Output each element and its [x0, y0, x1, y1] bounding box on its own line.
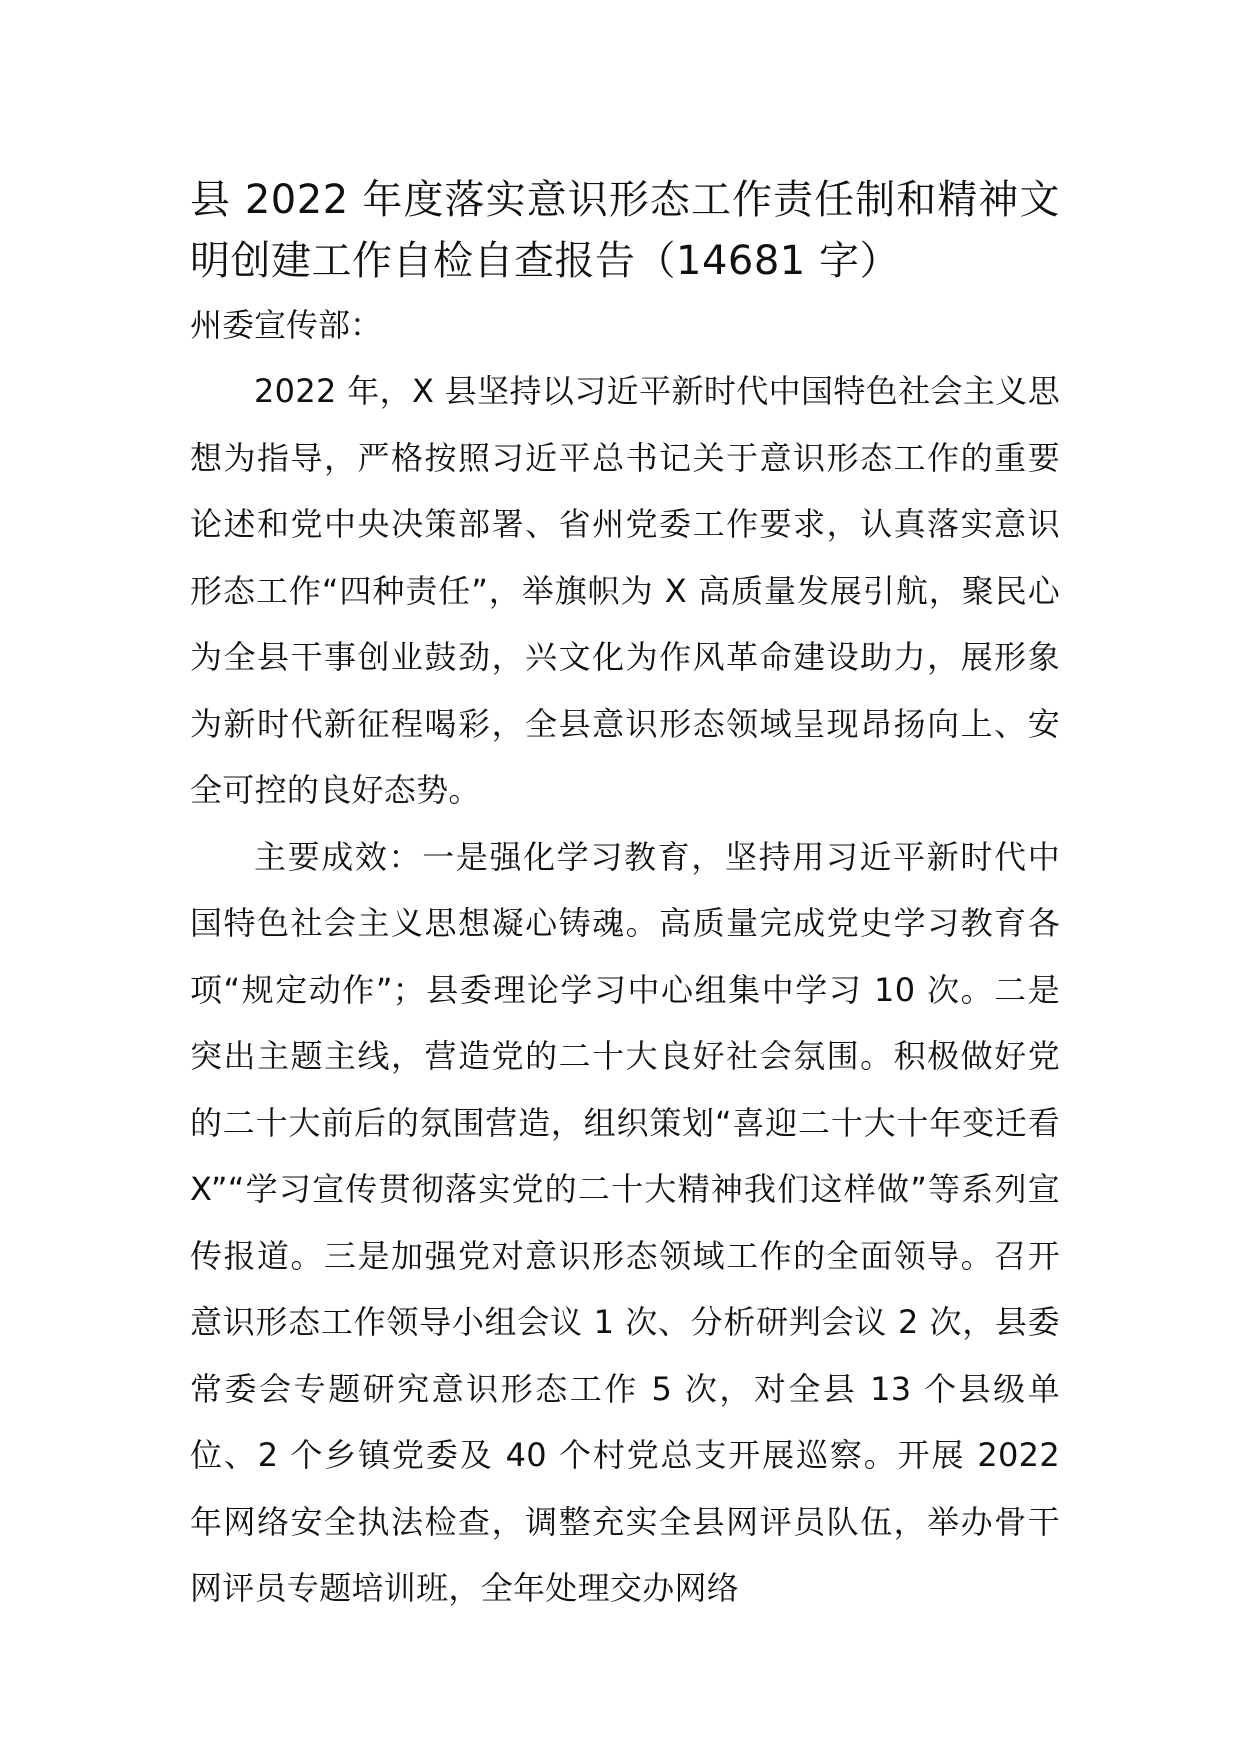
document-title: 县 2022 年度落实意识形态工作责任制和精神文明创建工作自检自查报告（14681 字）	[190, 177, 1060, 284]
paragraph-intro: 2022 年，X 县坚持以习近平新时代中国特色社会主义思想为指导，严格按照习近平总书记关于意识形态工作的重要论述和党中央决策部署、省州党委工作要求，认真落实意识形态工作“四种责任”，举旗帜为 X 高质量发展引航，聚民心为全县干事创业鼓劲，兴文化为作风革命建设助力，展形象为新时代新征程喝彩，全县意识形态领域呈现昂扬向上、安全可控的良好态势。	[190, 372, 1060, 809]
paragraph-achievements: 主要成效：一是强化学习教育，坚持用习近平新时代中国特色社会主义思想凝心铸魂。高质量完成党史学习教育各项“规定动作”；县委理论学习中心组集中学习 10 次。二是突出主题主线，营造党的二十大良好社会氛围。积极做好党的二十大前后的氛围营造，组织策划“喜迎二十大十年变迁看 X”“学习宣传贯彻落实党的二十大精神我们这样做”等系列宣传报道。三是加强党对意识形态领域工作的全面领导。召开意识形态工作领导小组会议 1 次、分析研判会议 2 次，县委常委会专题研究意识形态工作 5 次，对全县 13 个县级单位、2 个乡镇党委及 40 个村党总支开展巡察。开展 2022 年网络安全执法检查，调整充实全县网评员队伍，举办骨干网评员专题培训班，全年处理交办网络	[190, 837, 1060, 1607]
salutation: 州委宣传部：	[190, 306, 383, 344]
document-page	[190, 170, 1060, 1622]
